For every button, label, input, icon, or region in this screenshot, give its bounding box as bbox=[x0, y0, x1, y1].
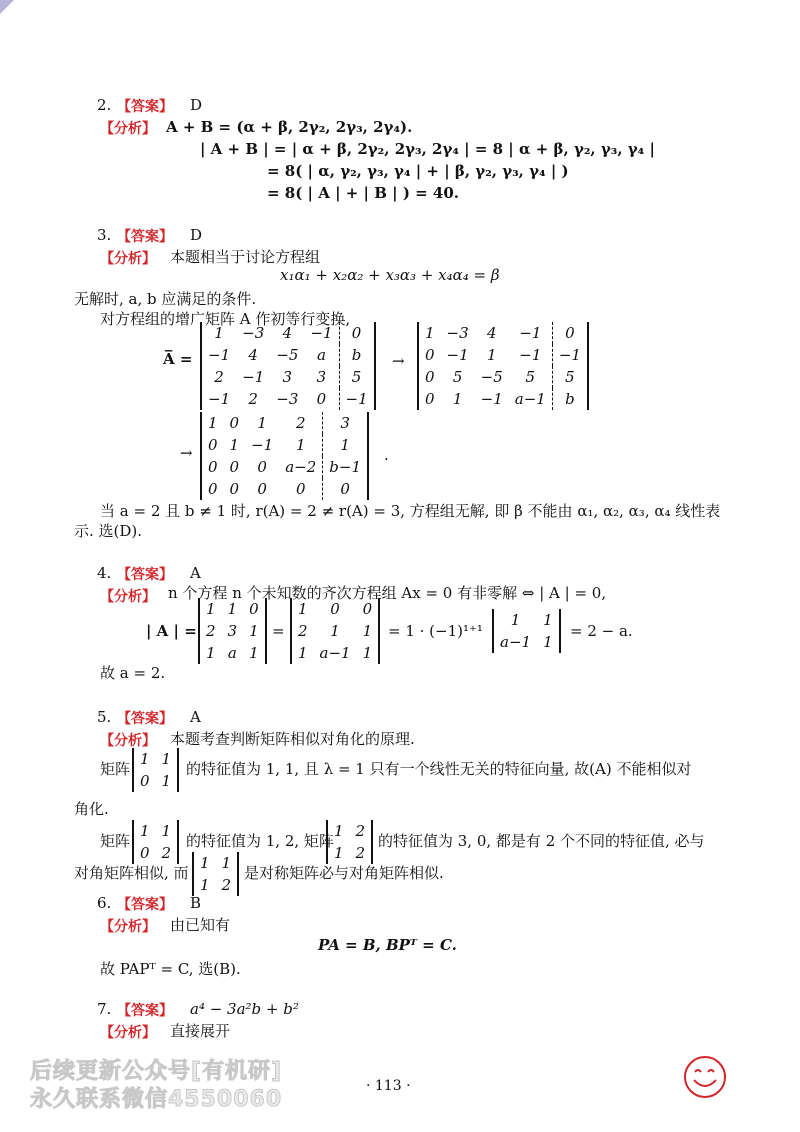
q2-line3: = 8( | α, γ₂, γ₃, γ₄ | + | β, γ₂, γ₃, γ₄ | ) bbox=[267, 162, 569, 180]
period: . bbox=[384, 446, 389, 464]
q5-p2b: 的特征值为 1, 2, 矩阵 bbox=[186, 832, 334, 850]
matrix-b: 1 1 0 2 bbox=[132, 820, 179, 864]
q2-line2: | A + B | = | α + β, 2γ₂, 2γ₃, 2γ₄ | = 8 | α + β, γ₂, γ₃, γ₄ | bbox=[200, 140, 655, 158]
q4-number: 4. bbox=[97, 564, 112, 582]
abar-label: A̅ = bbox=[163, 350, 193, 368]
matrix-d: 1 1 1 2 bbox=[192, 852, 239, 896]
q5-p1c: 角化. bbox=[74, 800, 109, 818]
det-matrix-2: 1 0 0 2 1 1 1 a−1 1 bbox=[290, 598, 380, 664]
q3-conclusion-2: 示. 选(D). bbox=[74, 522, 143, 540]
q2-answer: D bbox=[190, 96, 203, 114]
q5-intro: 本题考查判断矩阵相似对角化的原理. bbox=[170, 730, 415, 748]
q6-intro: 由已知有 bbox=[170, 916, 231, 934]
arrow-2: → bbox=[180, 444, 193, 462]
q6-number: 6. bbox=[97, 894, 112, 912]
q6-equation: PA = B, BPᵀ = C. bbox=[318, 936, 457, 954]
matrix-step2: 1 0 1 2 3 0 1 −1 1 1 0 0 0 a−2 b−1 0 0 0 0 0 bbox=[200, 412, 369, 500]
q3-analysis-tag: 【分析】 bbox=[100, 251, 156, 267]
q5-p1a: 矩阵 bbox=[100, 760, 131, 778]
q5-analysis-tag: 【分析】 bbox=[100, 733, 156, 749]
q4-answer-tag: 【答案】 bbox=[117, 567, 173, 583]
det-matrix-1: 1 1 0 2 3 1 1 a 1 bbox=[198, 598, 267, 664]
equals-1: = bbox=[272, 622, 285, 640]
q7-answer-tag: 【答案】 bbox=[117, 1003, 173, 1019]
det-a-label: | A | = bbox=[146, 622, 197, 640]
page-number: · 113 · bbox=[366, 1078, 411, 1094]
q5-answer-tag: 【答案】 bbox=[117, 711, 173, 727]
corner-mark bbox=[0, 0, 14, 14]
q4-answer: A bbox=[190, 564, 201, 582]
q3-equation: x₁α₁ + x₂α₂ + x₃α₃ + x₄α₄ = β bbox=[280, 266, 500, 284]
q2-analysis-tag: 【分析】 bbox=[100, 121, 156, 137]
q6-answer-tag: 【答案】 bbox=[117, 897, 173, 913]
q3-augmented: 对方程组的增广矩阵 A 作初等行变换, bbox=[100, 310, 351, 328]
q5-p3a: 对角矩阵相似, 而 bbox=[74, 864, 189, 882]
arrow-1: → bbox=[392, 352, 405, 370]
watermark-line-2: 永久联系微信4550060 bbox=[30, 1087, 283, 1112]
q4-text: n 个方程 n 个未知数的齐次方程组 Ax = 0 有非零解 ⇔ | A | = 0, bbox=[168, 584, 607, 602]
q7-answer: a⁴ − 3a²b + b² bbox=[190, 1000, 299, 1018]
q4-conclusion: 故 a = 2. bbox=[100, 664, 166, 682]
q5-answer: A bbox=[190, 708, 201, 726]
q6-analysis-tag: 【分析】 bbox=[100, 919, 156, 935]
q2-number: 2. bbox=[97, 96, 112, 114]
q2-line1: A + B = (α + β, 2γ₂, 2γ₃, 2γ₄). bbox=[166, 118, 413, 136]
q3-intro: 本题相当于讨论方程组 bbox=[170, 248, 321, 266]
q7-analysis-tag: 【分析】 bbox=[100, 1025, 156, 1041]
q5-p2a: 矩阵 bbox=[100, 832, 131, 850]
q3-condition: 无解时, a, b 应满足的条件. bbox=[74, 290, 257, 308]
q2-line4: = 8( | A | + | B | ) = 40. bbox=[267, 184, 460, 202]
smiley-icon bbox=[682, 1054, 728, 1100]
q3-number: 3. bbox=[97, 226, 112, 244]
q6-answer: B bbox=[190, 894, 202, 912]
matrix-c: 1 2 1 2 bbox=[326, 820, 373, 864]
det-matrix-3: 1 1 a−1 1 bbox=[492, 609, 561, 653]
q3-answer-tag: 【答案】 bbox=[117, 229, 173, 245]
q5-p2c: 的特征值为 3, 0, 都是有 2 个不同的特征值, 必与 bbox=[378, 832, 705, 850]
q5-number: 5. bbox=[97, 708, 112, 726]
q4-result: = 2 − a. bbox=[570, 622, 633, 640]
q2-answer-tag: 【答案】 bbox=[117, 99, 173, 115]
q5-p1b: 的特征值为 1, 1, 且 λ = 1 只有一个线性无关的特征向量, 故(A) 不能相似对 bbox=[186, 760, 692, 778]
q7-intro: 直接展开 bbox=[170, 1022, 231, 1040]
q4-analysis-tag: 【分析】 bbox=[100, 589, 156, 605]
matrix-a: 1 1 0 1 bbox=[132, 748, 179, 792]
q6-conclusion: 故 PAPᵀ = C, 选(B). bbox=[100, 960, 241, 978]
q7-number: 7. bbox=[97, 1000, 112, 1018]
q4-mid: = 1 · (−1)¹⁺¹ bbox=[388, 622, 483, 640]
q3-answer: D bbox=[190, 226, 203, 244]
matrix-augmented: 1 −3 4 −1 0 −1 4 −5 a b 2 −1 3 3 5 −1 2 −3 0 −1 bbox=[200, 322, 376, 410]
q5-p3b: 是对称矩阵必与对角矩阵相似. bbox=[244, 864, 444, 882]
matrix-step1: 1 −3 4 −1 0 0 −1 1 −1 −1 0 5 −5 5 5 0 1 −1 a−1 b bbox=[417, 322, 589, 410]
watermark-line-1: 后续更新公众号[有机研] bbox=[30, 1059, 283, 1084]
q3-conclusion-1: 当 a = 2 且 b ≠ 1 时, r(A) = 2 ≠ r(A) = 3, 方程组无解, 即 β 不能由 α₁, α₂, α₃, α₄ 线性表 bbox=[100, 502, 721, 520]
